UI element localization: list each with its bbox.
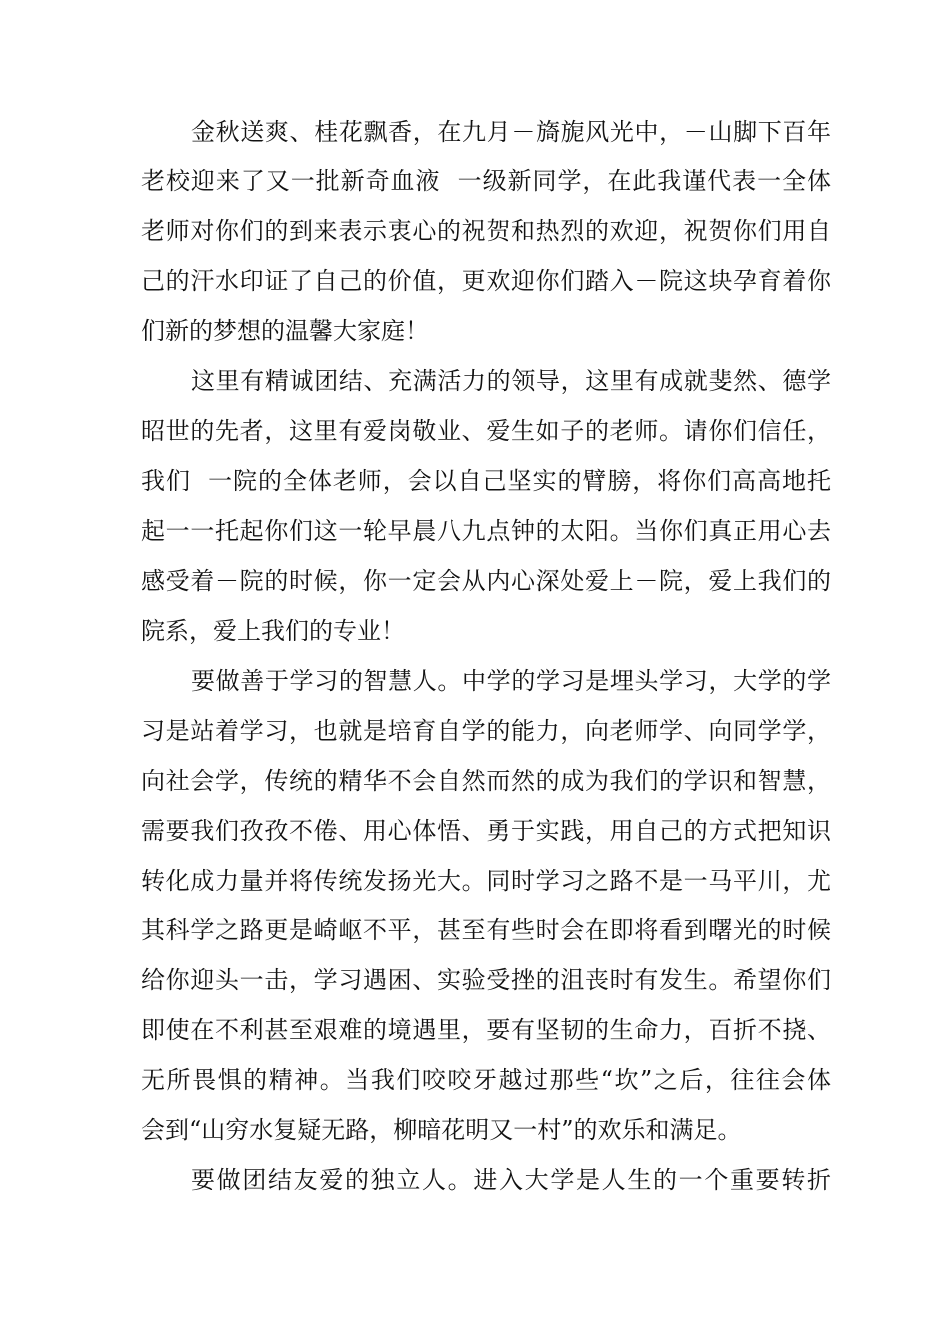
paragraph-1-line-5: 们新的梦想的温馨大家庭！ <box>141 317 429 345</box>
paragraph-3-line-2: 习是站着学习，也就是培育自学的能力，向老师学、向同学学， <box>141 717 831 745</box>
paragraph-1-line-1: 金秋送爽、桂花飘香，在九月－旖旎风光中，－山脚下百年 <box>191 118 831 146</box>
paragraph-2-line-6: 院系，爱上我们的专业！ <box>141 617 405 645</box>
paragraph-4-line-1: 要做团结友爱的独立人。进入大学是人生的一个重要转折 <box>191 1166 831 1194</box>
paragraph-3-line-6: 其科学之路更是崎岖不平，甚至有些时会在即将看到曙光的时候 <box>141 916 831 944</box>
paragraph-3-line-5: 转化成力量并将传统发扬光大。同时学习之路不是一马平川，尤 <box>141 867 831 895</box>
paragraph-2-line-1: 这里有精诚团结、充满活力的领导，这里有成就斐然、德学 <box>191 367 831 395</box>
paragraph-3-line-8: 即使在不利甚至艰难的境遇里，要有坚韧的生命力，百折不挠、 <box>141 1016 831 1044</box>
paragraph-3-line-4: 需要我们孜孜不倦、用心体悟、勇于实践，用自己的方式把知识 <box>141 817 831 845</box>
paragraph-3-line-3: 向社会学，传统的精华不会自然而然的成为我们的学识和智慧， <box>141 767 831 795</box>
paragraph-1-line-4: 己的汗水印证了自己的价值，更欢迎你们踏入－院这块孕育着你 <box>141 267 831 295</box>
paragraph-3-line-10: 会到“山穷水复疑无路，柳暗花明又一村”的欢乐和满足。 <box>141 1116 742 1144</box>
paragraph-2-line-5: 感受着－院的时候，你一定会从内心深处爱上－院，爱上我们的 <box>141 567 831 595</box>
paragraph-1-line-3: 老师对你们的到来表示衷心的祝贺和热烈的欢迎，祝贺你们用自 <box>141 217 831 245</box>
paragraph-2-line-4: 起一一托起你们这一轮早晨八九点钟的太阳。当你们真正用心去 <box>141 517 831 545</box>
paragraph-1-line-2: 老校迎来了又一批新奇血液 一级新同学，在此我谨代表一全体 <box>141 167 831 195</box>
paragraph-3-line-1: 要做善于学习的智慧人。中学的学习是埋头学习，大学的学 <box>191 667 831 695</box>
paragraph-3-line-9: 无所畏惧的精神。当我们咬咬牙越过那些“坎”之后，往往会体 <box>141 1066 831 1094</box>
paragraph-3-line-7: 给你迎头一击，学习遇困、实验受挫的沮丧时有发生。希望你们 <box>141 966 831 994</box>
paragraph-2-line-2: 昭世的先者，这里有爱岗敬业、爱生如子的老师。请你们信任， <box>141 417 831 445</box>
paragraph-2-line-3: 我们 一院的全体老师，会以自己坚实的臂膀，将你们高高地托 <box>141 467 831 495</box>
